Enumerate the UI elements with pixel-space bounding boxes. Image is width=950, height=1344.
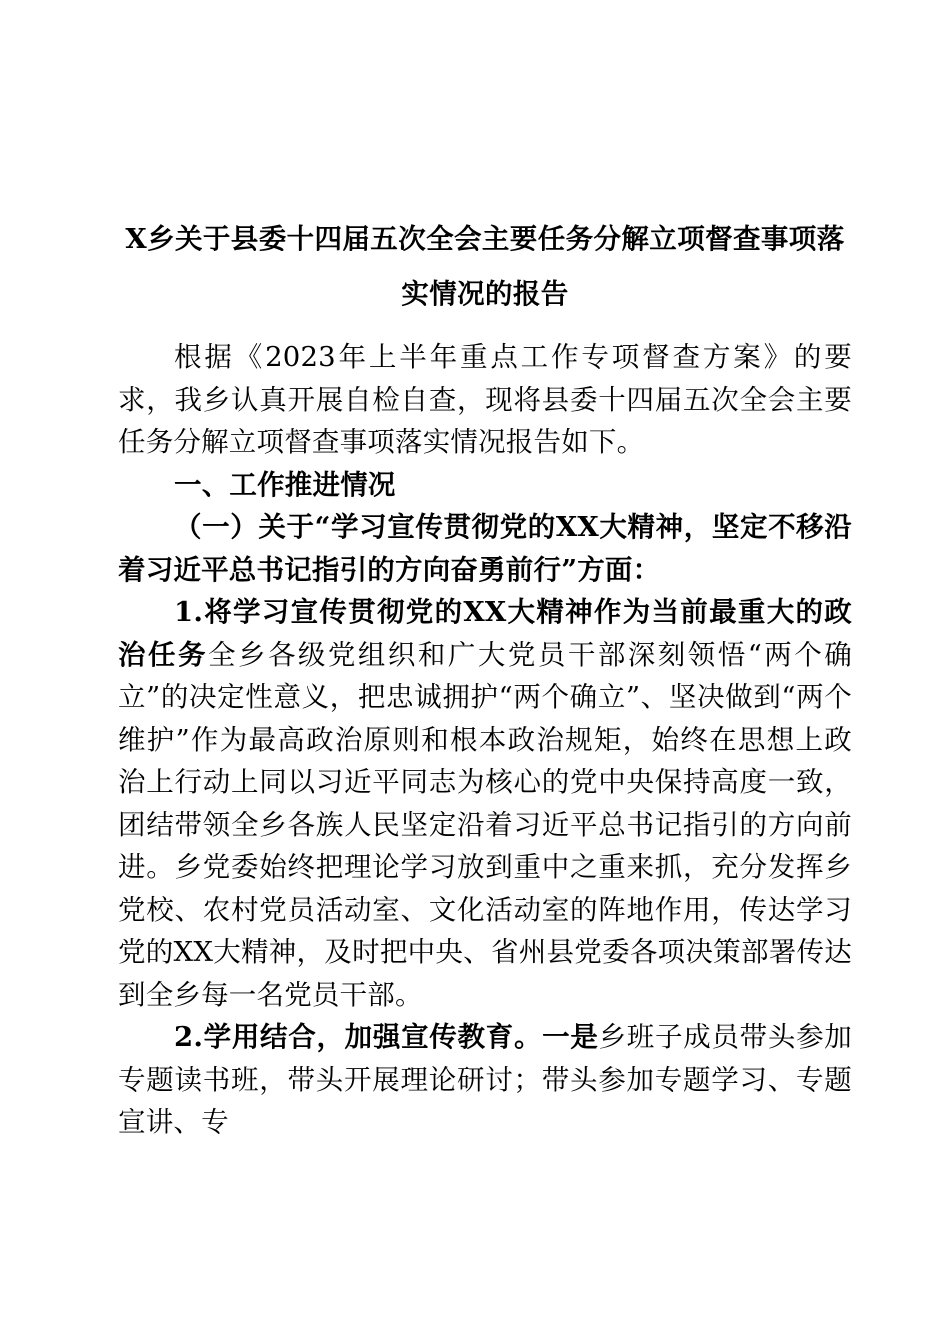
document-content bbox=[118, 212, 852, 1144]
item-1-bold-lead: 1.将学习宣传贯彻党的XX大精神作为当前最重大的政治任务 bbox=[118, 596, 852, 671]
item-paragraph-1 bbox=[118, 591, 852, 1016]
item-2-bold-lead: 2.学用结合，加强宣传教育。一是 bbox=[174, 1021, 599, 1053]
document-title: X乡关于县委十四届五次全会主要任务分解立项督查事项落实情况的报告 bbox=[125, 223, 845, 310]
item-1-body: 全乡各级党组织和广大党员干部深刻领悟“两个确立”的决定性意义，把忠诚拥护“两个确立”、坚决做到“两个维护”作为最高政治原则和根本政治规矩，始终在思想上政治上行动上同以习近平同志为核心的党中央保持高度一致，团结带领全乡各族人民坚定沿着习近平总书记指引的方向前进。乡党委始终把理论学习放到重中之重来抓，充分发挥乡党校、农村党员活动室、文化活动室的阵地作用，传达学习党的XX大精神，及时把中央、省州县党委各项决策部署传达到全乡每一名党员干部。 bbox=[118, 638, 852, 1011]
subsection-heading-1-1: （一）关于“学习宣传贯彻党的XX大精神，坚定不移沿着习近平总书记指引的方向奋勇前行”方面： bbox=[118, 511, 852, 586]
section-heading-1: 一、工作推进情况 bbox=[174, 468, 396, 501]
item-2-body: 乡班子成员带头参加专题读书班，带头开展理论研讨；带头参加专题学习、专题宣讲、专 bbox=[118, 1021, 852, 1138]
item-paragraph-2 bbox=[118, 1016, 852, 1144]
intro-paragraph: 根据《2023年上半年重点工作专项督查方案》的要求，我乡认真开展自检自查，现将县委十四届五次全会主要任务分解立项督查事项落实情况报告如下。 bbox=[118, 341, 852, 458]
